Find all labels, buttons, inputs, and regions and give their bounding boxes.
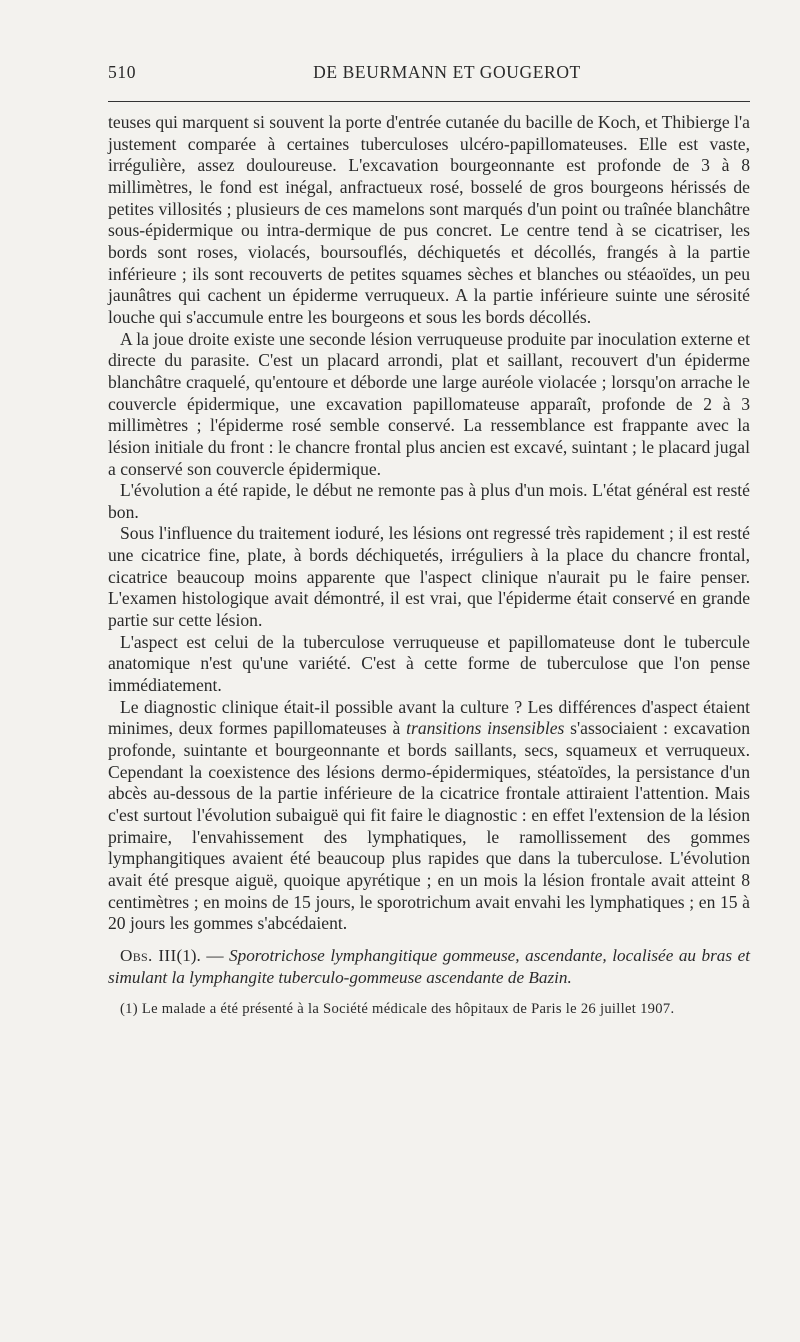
paragraph-cheek-lesion: A la joue droite existe une seconde lésion verruqueuse produite par inoculation externe et directe du parasite. C'est un placard arrondi, plat et saillant, recouvert d'un épiderme blanchâtre craquelé, qu'entoure et déborde une large auréole violacée ; lorsqu'on arrache le couvercle épidermique, une excavation papillomateuse apparaît, profonde de 2 à 3 millimètres ; l'épiderme rosé semble conservé. La ressemblance est frappante avec la lésion initiale du front : le chancre frontal plus ancien est excavé, suintant ; le placard jugal a conservé son couvercle épidermique.: [108, 328, 750, 479]
body-text: [108, 112, 750, 1019]
diagnostic-italic-phrase: transitions insensibles: [406, 718, 565, 739]
paragraph-aspect: L'aspect est celui de la tuberculose verruqueuse et papillomateuse dont le tubercule anatomique n'est qu'une variété. C'est à cette forme de tuberculose que l'on pense immédiatement.: [108, 631, 750, 696]
observation-title: Sporotrichose lymphangitique gommeuse, ascendante, localisée au bras et simulant la lymphangite tuberculo-gommeuse ascendante de Bazin.: [108, 945, 750, 988]
paragraph-treatment: Sous l'influence du traitement ioduré, les lésions ont regressé très rapidement ; il est resté une cicatrice fine, plate, à bords déchiquetés, irréguliers à la place du chancre frontal, cicatrice beaucoup moins apparente que l'aspect clinique n'aurait pu le faire penser. L'examen histologique avait démontré, il est vrai, que l'épiderme était conservé en grande partie sur cette lésion.: [108, 523, 750, 631]
page-number: 510: [108, 62, 137, 82]
footnote: [108, 1000, 750, 1019]
header-rule: [108, 101, 750, 102]
paragraph-evolution: L'évolution a été rapide, le début ne remonte pas à plus d'un mois. L'état général est resté bon.: [108, 480, 750, 522]
diagnostic-text-start: Le diagnostic clinique était-il possible avant la culture ? Les différences d'aspect étaient minimes, deux formes papillomateuses à: [108, 696, 750, 739]
diagnostic-text-end: s'associaient : excavation profonde, suintante et bourgeonnante et bords saillants, secs, squameux et verruqueux. Cependant la coexistence des lésions dermo-épidermiques, stéatoïdes, la persistance d'un abcès au-dessous de la partie inférieure de la cicatrice frontale attiraient l'attention. Mais c'est surtout l'évolution subaiguë qui fit faire le diagnostic : en effet l'extension de la lésion primaire, l'envahissement des lymphatiques, le ramollissement des gommes lymphangitiques avaient été beaucoup plus rapides que dans la tuberculose. L'évolution avait été presque aiguë, quoique apyrétique ; en un mois la lésion frontale avait atteint 8 centimètres ; en moins de 15 jours, le sporotrichum avait envahi les lymphatiques ; en 15 à 20 jours les gommes s'abcédaient.: [108, 718, 750, 934]
footnote-marker: (1): [120, 1000, 138, 1017]
observation-heading: [108, 945, 750, 990]
paragraph-lesion-description: teuses qui marquent si souvent la porte d'entrée cutanée du bacille de Koch, et Thibierge l'a justement comparée à certaines tuberculoses ulcéro-papillomateuses. Elle est vaste, irrégulière, assez douloureuse. L'excavation bourgeonnante est profonde de 3 à 8 millimètres, le fond est inégal, anfractueux rosé, bosselé de gros bourgeons hérissés de petites villosités ; plusieurs de ces mamelons sont marqués d'un point ou traînée blanchâtre sous-épidermique ou intra-dermique de pus concret. Le centre tend à se cicatriser, les bords sont roses, violacés, boursouflés, déchiquetés et décollés, frangés à la partie inférieure ; ils sont recouverts de petites squames sèches et blanches ou stéaoïdes, un peu jaunâtres qui cachent un épiderme verruqueux. A la partie inférieure suinte une sérosité louche qui s'accumule entre les bourgeons et sous les bords décollés.: [108, 112, 750, 327]
observation-dash: . —: [196, 945, 230, 965]
page-header: [108, 62, 750, 86]
running-title: DE BEURMANN ET GOUGEROT: [313, 62, 581, 82]
observation-label: Obs. III: [120, 945, 177, 965]
paragraph-diagnostic: [108, 697, 750, 935]
footnote-text: Le malade a été présenté à la Société médicale des hôpitaux de Paris le 26 juillet 1907.: [137, 1000, 675, 1017]
observation-note-ref: (1): [176, 945, 197, 965]
